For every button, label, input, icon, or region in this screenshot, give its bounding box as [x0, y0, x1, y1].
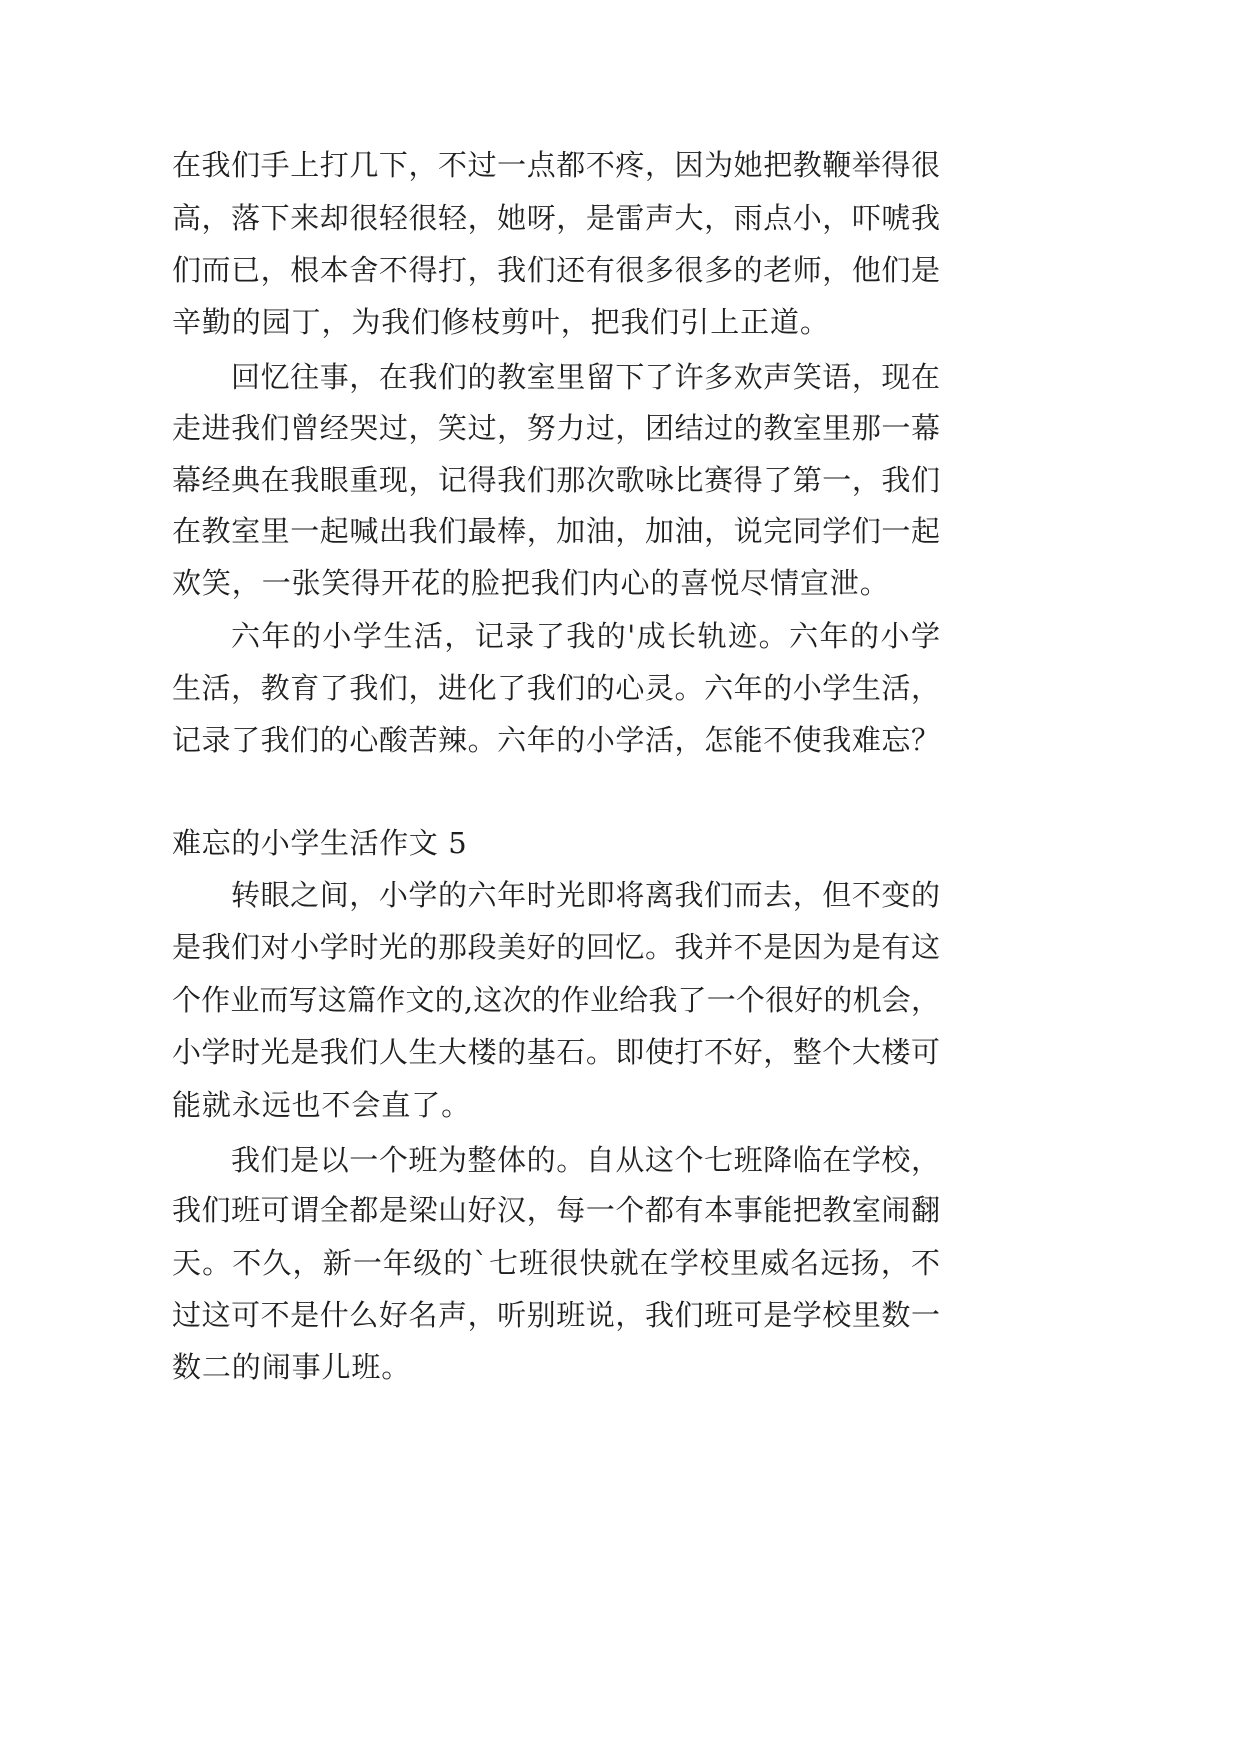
text-line: 走进我们曾经哭过，笑过，努力过，团结过的教室里那一幕	[172, 411, 940, 445]
text-line: 天。不久，新一年级的`七班很快就在学校里威名远扬，不	[172, 1246, 940, 1280]
text-line: 个作业而写这篇作文的,这次的作业给我了一个很好的机会，	[172, 983, 940, 1017]
text-line: 记录了我们的心酸苦辣。六年的小学活，怎能不使我难忘？	[172, 723, 940, 757]
text-line: 回忆往事，在我们的教室里留下了许多欢声笑语，现在	[231, 360, 940, 394]
text-line: 生活，教育了我们，进化了我们的心灵。六年的小学生活，	[172, 671, 940, 705]
text-line: 小学时光是我们人生大楼的基石。即使打不好，整个大楼可	[172, 1035, 940, 1069]
text-line: 在教室里一起喊出我们最棒，加油，加油，说完同学们一起	[172, 514, 940, 548]
text-line: 在我们手上打几下，不过一点都不疼，因为她把教鞭举得很	[172, 148, 940, 182]
text-line: 六年的小学生活，记录了我的'成长轨迹。六年的小学	[231, 619, 940, 653]
text-line: 幕经典在我眼重现，记得我们那次歌咏比赛得了第一，我们	[172, 463, 940, 497]
text-line: 能就永远也不会直了。	[172, 1088, 472, 1122]
text-line: 我们是以一个班为整体的。自从这个七班降临在学校，	[231, 1143, 940, 1177]
text-line: 转眼之间，小学的六年时光即将离我们而去，但不变的	[231, 878, 940, 912]
text-line: 欢笑，一张笑得开花的脸把我们内心的喜悦尽情宣泄。	[172, 566, 890, 600]
text-line: 数二的闹事儿班。	[172, 1350, 412, 1384]
text-line: 辛勤的园丁，为我们修枝剪叶，把我们引上正道。	[172, 305, 830, 339]
section-heading: 难忘的小学生活作文 5	[172, 826, 468, 860]
text-line: 过这可不是什么好名声，听别班说，我们班可是学校里数一	[172, 1298, 940, 1332]
text-line: 高，落下来却很轻很轻，她呀，是雷声大，雨点小，吓唬我	[172, 201, 940, 235]
text-line: 们而已，根本舍不得打，我们还有很多很多的老师，他们是	[172, 253, 940, 287]
text-line: 是我们对小学时光的那段美好的回忆。我并不是因为是有这	[172, 930, 940, 964]
text-line: 我们班可谓全都是梁山好汉，每一个都有本事能把教室闹翻	[172, 1193, 940, 1227]
